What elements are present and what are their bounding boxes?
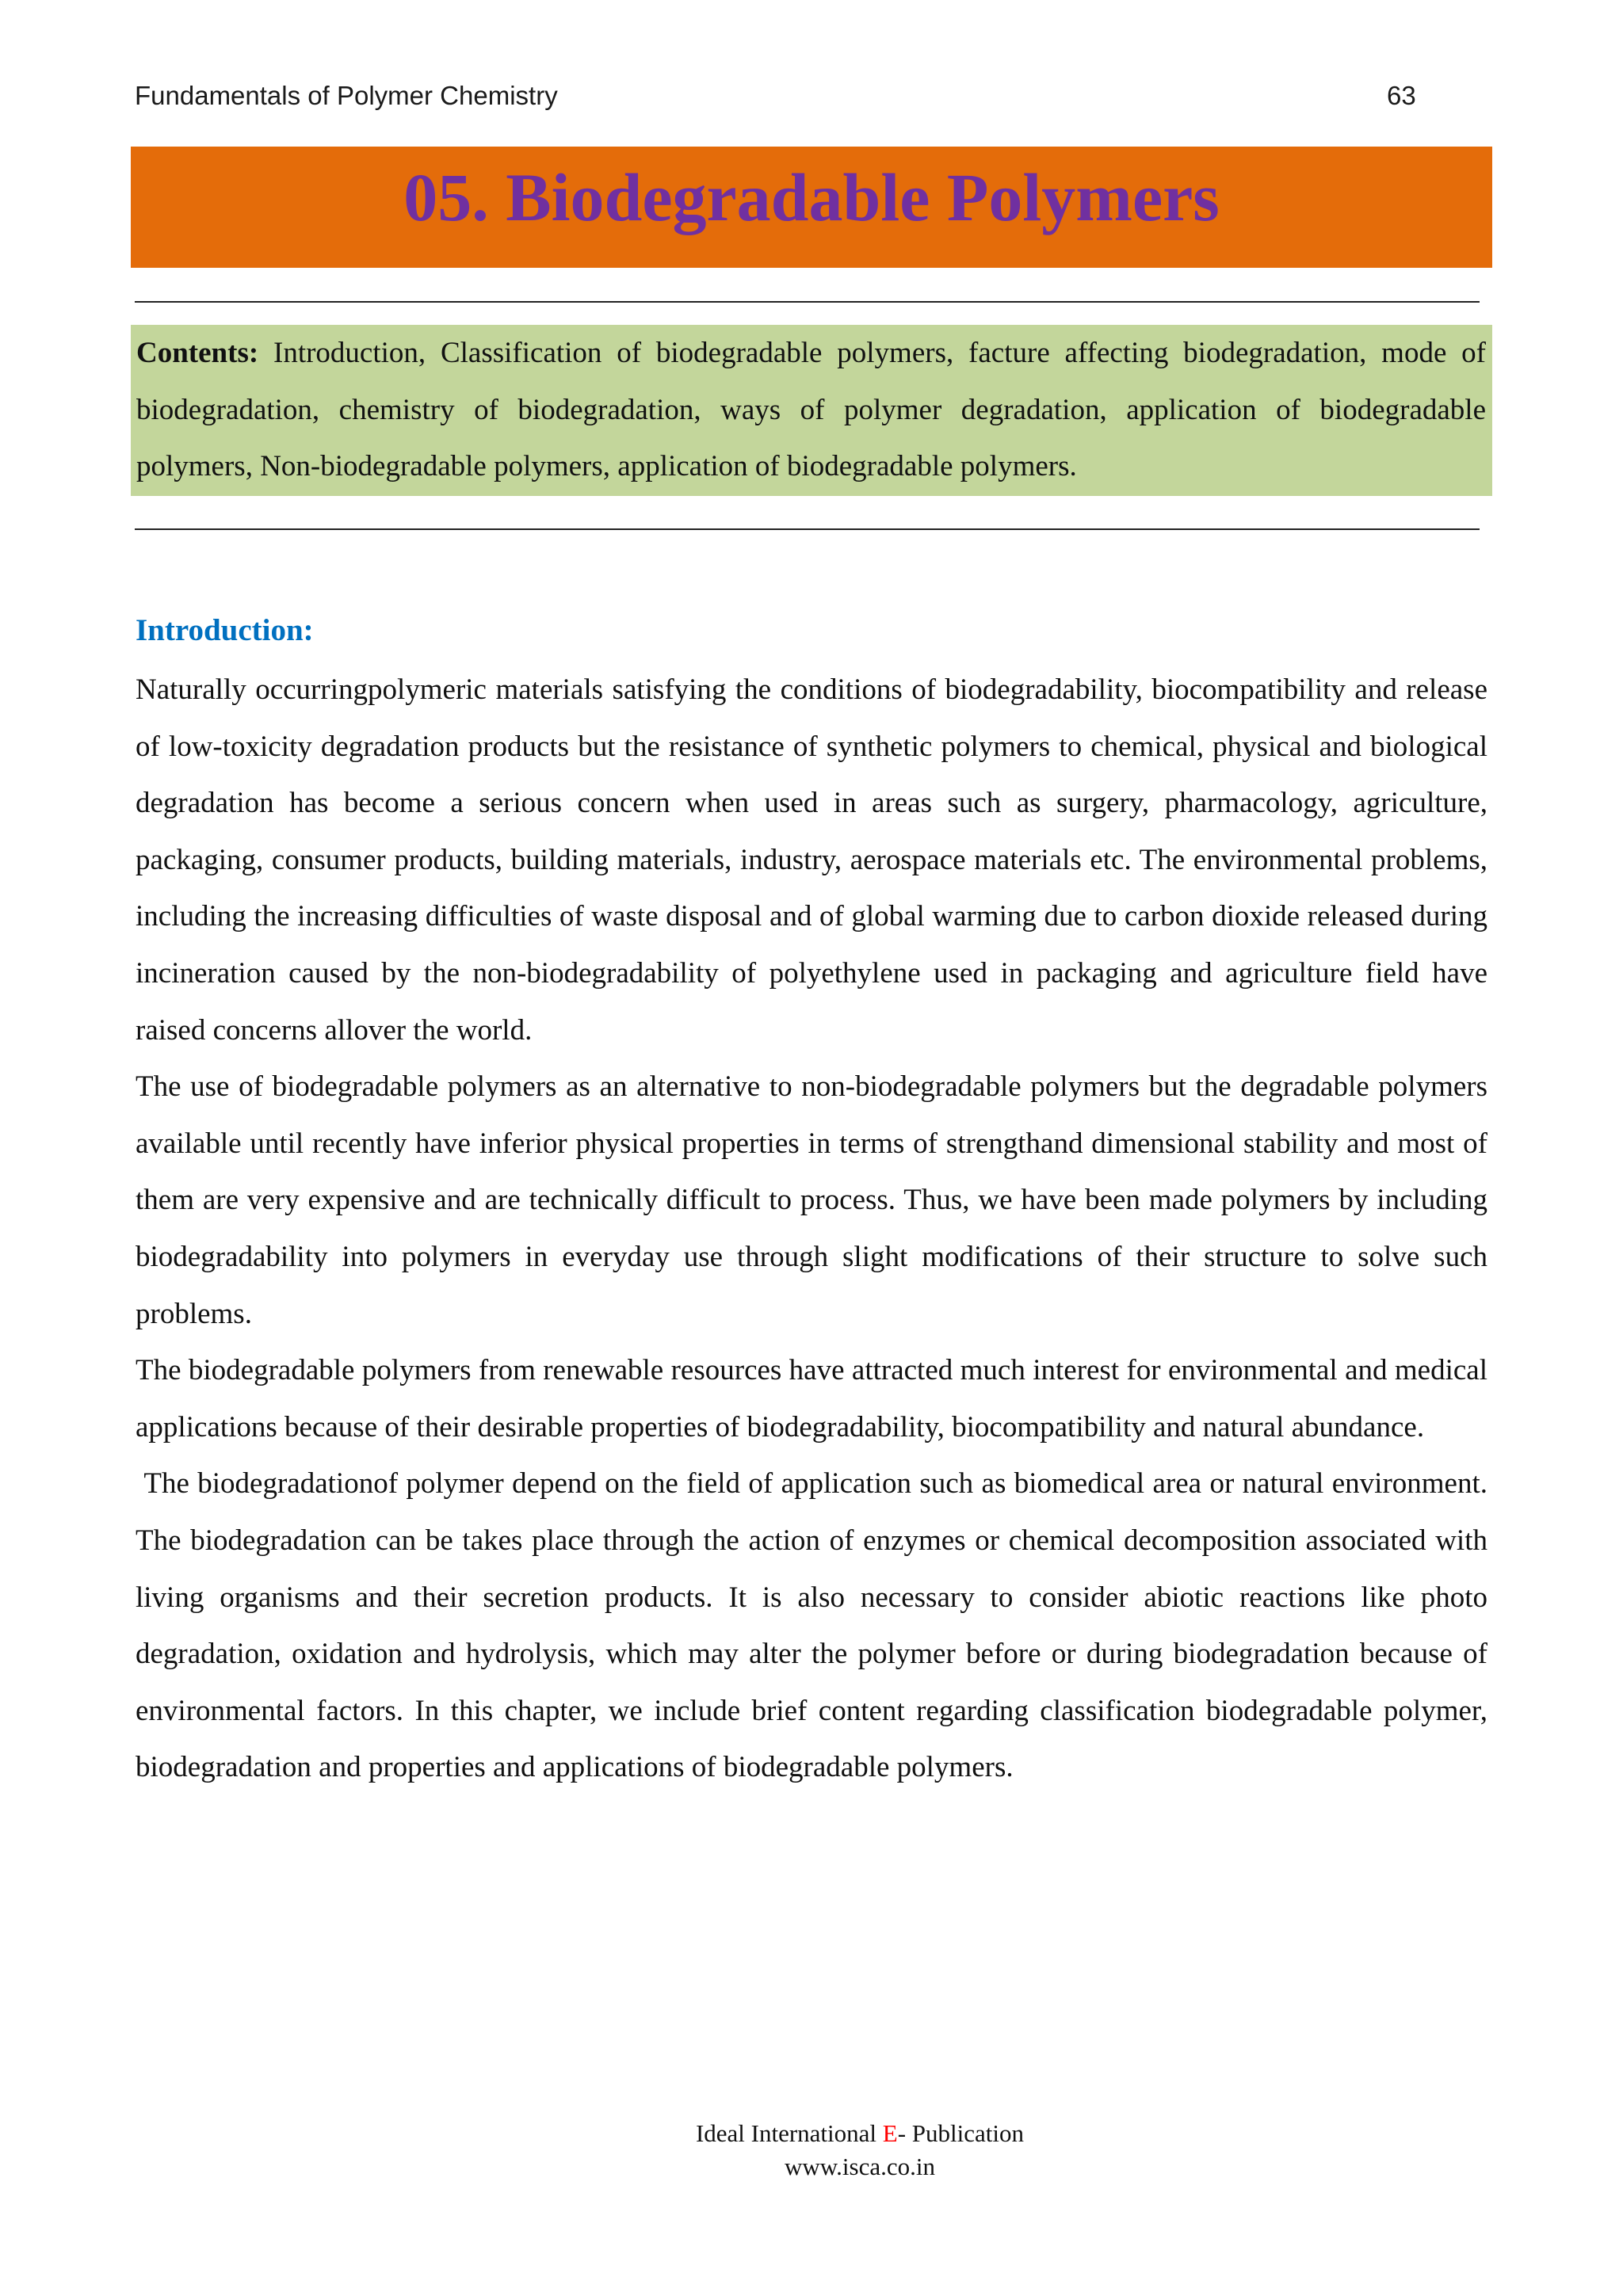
- book-title: Fundamentals of Polymer Chemistry: [135, 81, 558, 110]
- paragraph: The biodegradable polymers from renewable resources have attracted much interest for environmental and medical applications because of their desirable properties of biodegradability, biocompatibility and natural abundance.: [136, 1354, 1487, 1444]
- introduction-body: [136, 662, 1495, 1796]
- introduction-heading: Introduction:: [136, 613, 314, 647]
- page-footer: [0, 2117, 1623, 2183]
- divider-rule-bottom: [135, 528, 1480, 530]
- contents-text: Introduction, Classification of biodegradable polymers, facture affecting biodegradation, mode of biodegradation, chemistry of biodegradation, ways of polymer degradation, application of biodegradable polymers, Non-biodegradable polymers, application of biodegradable polymers.: [136, 337, 1487, 482]
- chapter-title: 05. Biodegradable Polymers: [403, 159, 1220, 235]
- page-number: 63: [1387, 81, 1416, 110]
- publisher-e-letter: E: [882, 2119, 898, 2147]
- paragraph: Naturally occurringpolymeric materials satisfying the conditions of biodegradability, biocompatibility and release of low-toxicity degradation products but the resistance of synthetic polymers to chemical, physical and biological degradation has become a serious concern when used in areas such as surgery, pharmacology, agriculture, packaging, consumer products, building materials, industry, aerospace materials etc. The environmental problems, including the increasing difficulties of waste disposal and of global warming due to carbon dioxide released during incineration caused by the non-biodegradability of polyethylene used in packaging and agriculture field have raised concerns allover the world.: [136, 673, 1487, 1047]
- paragraph: The use of biodegradable polymers as an alternative to non-biodegradable polymers but the degradable polymers available until recently have inferior physical properties in terms of strengthand dimensional stability and most of them are very expensive and are technically difficult to process. Thus, we have been made polymers by including biodegradability into polymers in everyday use through slight modifications of their structure to solve such problems.: [136, 1070, 1487, 1330]
- contents-box: [131, 325, 1492, 496]
- contents-label: Contents:: [136, 337, 259, 369]
- chapter-title-banner: [131, 147, 1492, 268]
- publisher-line: [0, 2117, 1623, 2150]
- divider-rule-top: [135, 301, 1480, 303]
- publisher-prefix: Ideal International: [695, 2119, 883, 2147]
- publisher-suffix: - Publication: [897, 2119, 1025, 2147]
- running-header: [135, 76, 1419, 116]
- paragraph: The biodegradationof polymer depend on the field of application such as biomedical area or natural environment. The biodegradation can be takes place through the action of enzymes or chemical decomposition associated with living organisms and their secretion products. It is also necessary to consider abiotic reactions like photo degradation, oxidation and hydrolysis, which may alter the polymer before or during biodegradation because of environmental factors. In this chapter, we include brief content regarding classification biodegradable polymer, biodegradation and properties and applications of biodegradable polymers.: [136, 1467, 1495, 1784]
- publisher-website: www.isca.co.in: [785, 2153, 935, 2180]
